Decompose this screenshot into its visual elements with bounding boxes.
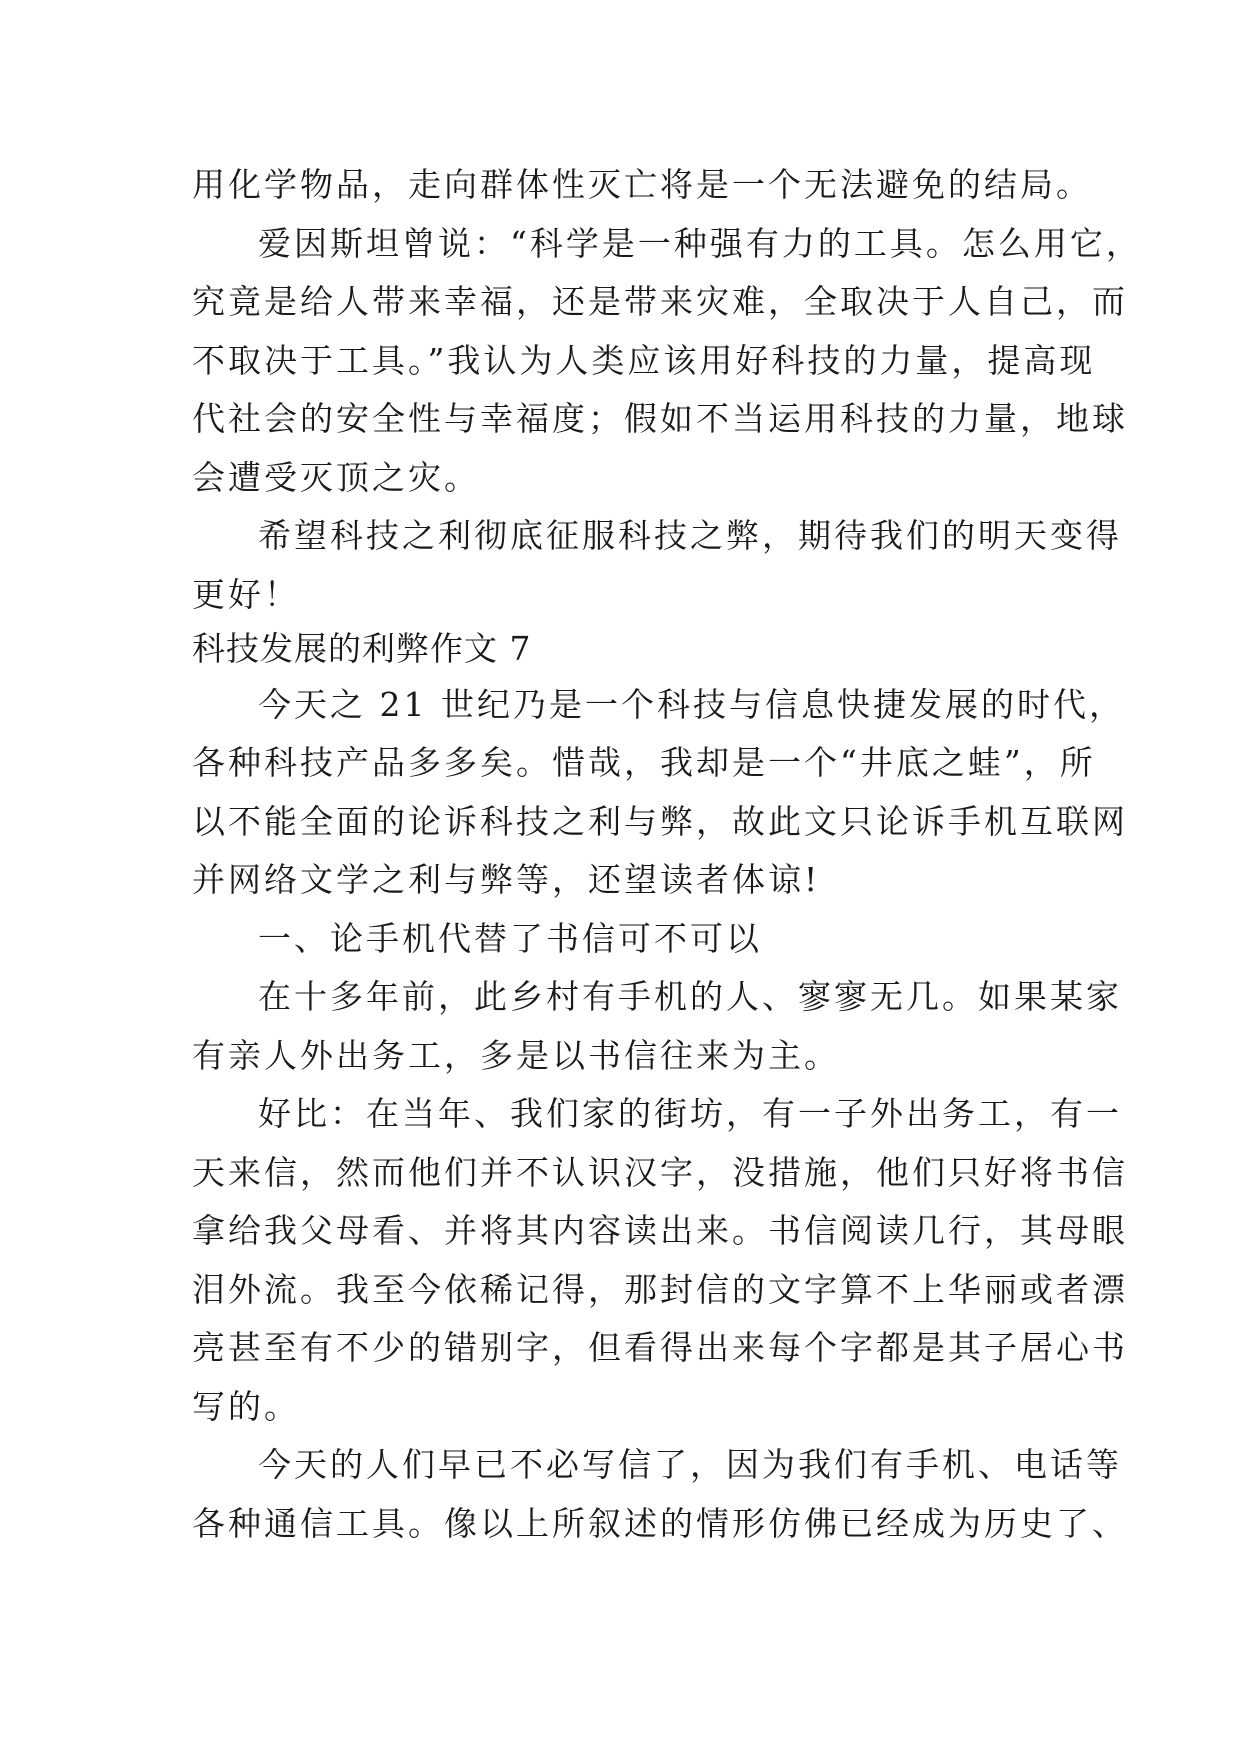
text-line: 写的。: [192, 1387, 300, 1426]
text-line: 代社会的安全性与幸福度；假如不当运用科技的力量，地球: [192, 399, 1128, 438]
text-line: 希望科技之利彻底征服科技之弊，期待我们的明天变得: [258, 516, 1122, 555]
text-line: 今天之 21 世纪乃是一个科技与信息快捷发展的时代，: [258, 685, 1125, 724]
text-line: 在十多年前，此乡村有手机的人、寥寥无几。如果某家: [258, 977, 1122, 1016]
text-line: 究竟是给人带来幸福，还是带来灾难，全取决于人自己，而: [192, 282, 1128, 321]
text-line: 天来信，然而他们并不认识汉字，没措施，他们只好将书信: [192, 1153, 1128, 1192]
subheading-line: 一、论手机代替了书信可不可以: [258, 919, 762, 958]
text-line: 泪外流。我至今依稀记得，那封信的文字算不上华丽或者漂: [192, 1270, 1128, 1309]
text-line: 以不能全面的论诉科技之利与弊，故此文只论诉手机互联网: [192, 802, 1128, 841]
text-line: 有亲人外出务工，多是以书信往来为主。: [192, 1036, 840, 1075]
text-line: 更好！: [192, 575, 300, 614]
text-line: 好比：在当年、我们家的街坊，有一子外出务工，有一: [258, 1094, 1122, 1133]
text-line: 今天的人们早已不必写信了，因为我们有手机、电话等: [258, 1445, 1122, 1484]
text-line: 会遭受灭顶之灾。: [192, 458, 480, 497]
text-line: 爱因斯坦曾说：“科学是一种强有力的工具。怎么用它，: [258, 224, 1142, 263]
text-line: 各种通信工具。像以上所叙述的情形仿佛已经成为历史了、: [192, 1504, 1128, 1543]
text-line: 拿给我父母看、并将其内容读出来。书信阅读几行，其母眼: [192, 1211, 1128, 1250]
text-line: 并网络文学之利与弊等，还望读者体谅!: [192, 860, 821, 899]
text-line: 不取决于工具。”我认为人类应该用好科技的力量，提高现: [192, 341, 1096, 380]
text-line: 各种科技产品多多矣。惜哉，我却是一个“井底之蛙”，所: [192, 743, 1096, 782]
text-line: 用化学物品，走向群体性灭亡将是一个无法避免的结局。: [192, 165, 1092, 204]
text-line: 亮甚至有不少的错别字，但看得出来每个字都是其子居心书: [192, 1328, 1128, 1367]
section-heading: 科技发展的利弊作文 7: [192, 629, 532, 668]
